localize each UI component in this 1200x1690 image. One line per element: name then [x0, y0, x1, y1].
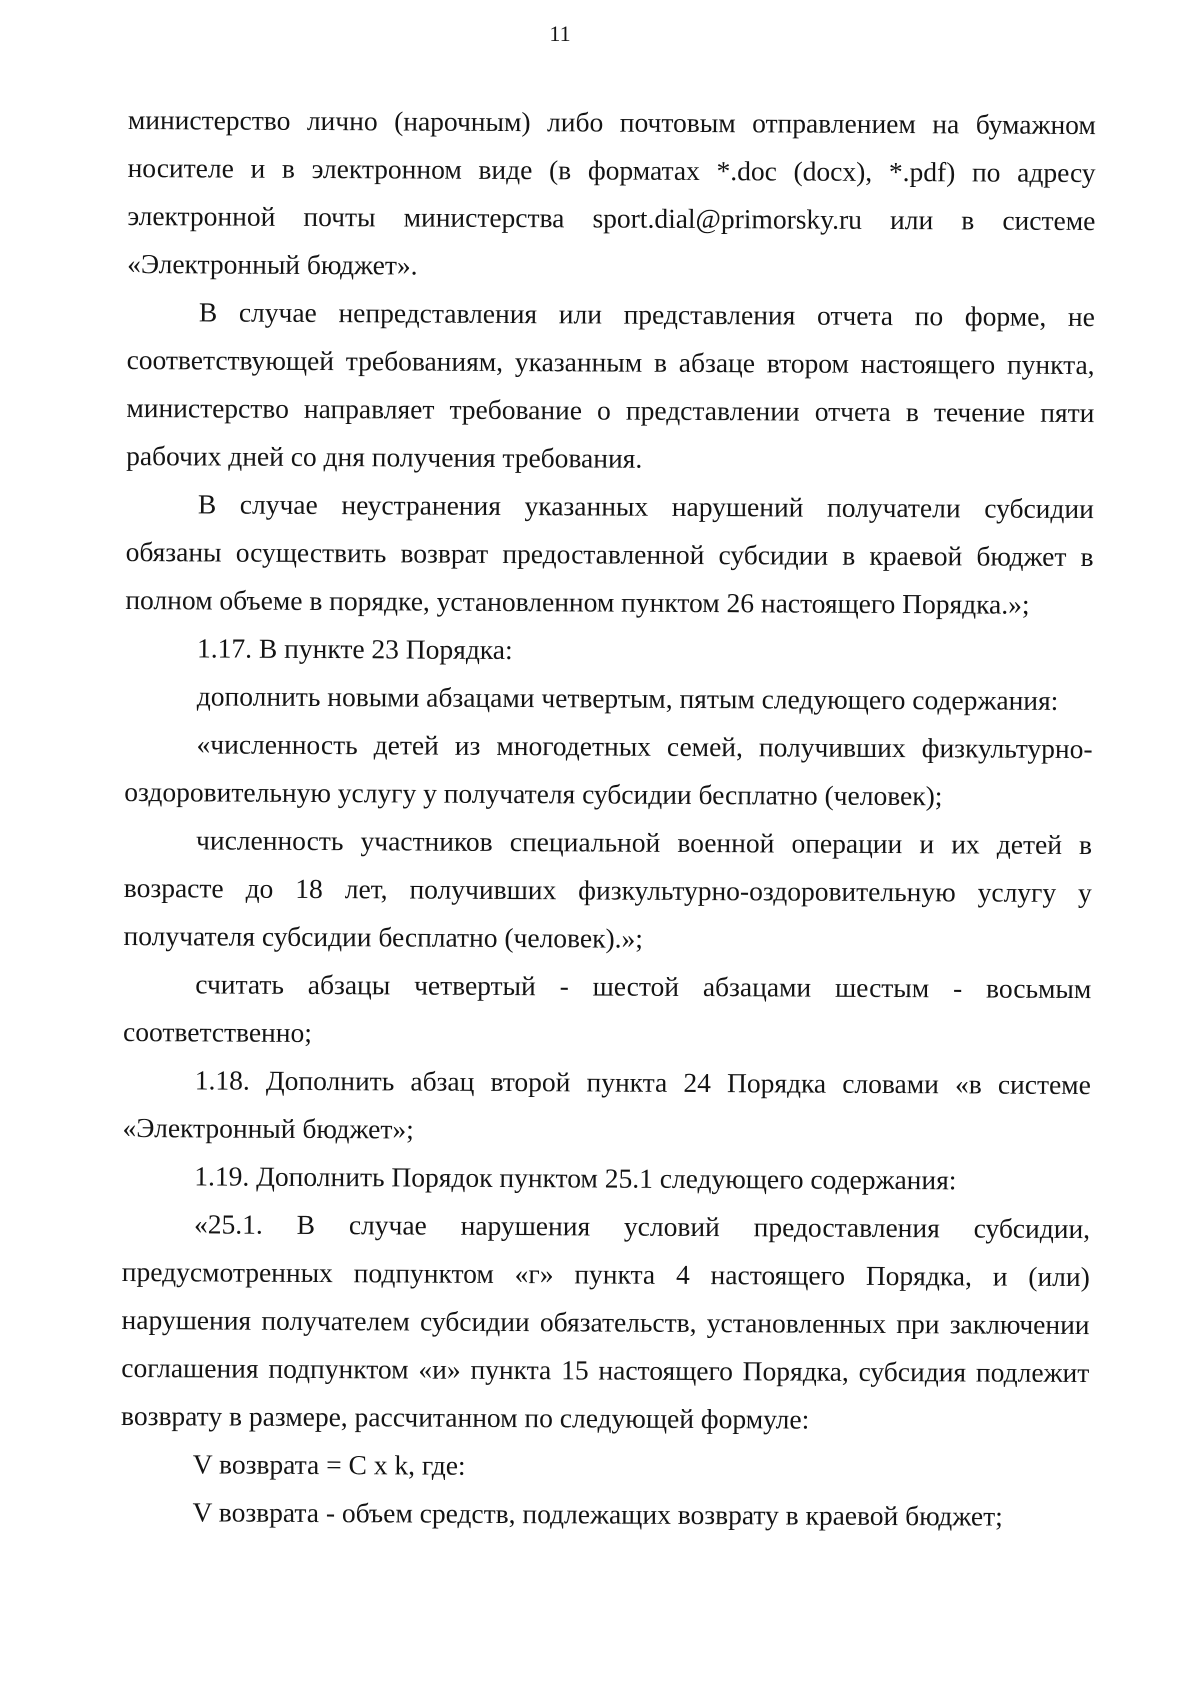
paragraph-item-25-1: «25.1. В случае нарушения условий предоставления субсидии, предусмотренных подпунктом «г» пункта 4 настоящего Порядка, и (или) нарушения получателем субсидии обязательств, установленных при заключении соглашения подпунктом «и» пункта 15 настоящего Порядка, субсидия подлежит возврату в размере, рассчитанном по следующей формуле: [121, 1208, 1091, 1435]
paragraph-renumbering: считать абзацы четвертый - шестой абзацами шестым - восьмым соответственно; [123, 968, 1092, 1048]
page-number: 11 [549, 21, 571, 46]
paragraph-submission-method: министерство лично (нарочным) либо почтовым отправлением на бумажном носителе и в электронном виде (в форматах *.doc (docx), *.pdf) по адресу электронной почты министерства sport.dial@primorsky.ru или в системе «Электронный бюджет». [127, 103, 1096, 281]
paragraph-item-1-19: 1.19. Дополнить Порядок пунктом 25.1 следующего содержания: [194, 1160, 957, 1196]
formula-definition: V возврата - объем средств, подлежащих возврату в краевой бюджет; [192, 1496, 1003, 1532]
paragraph-large-families: «численность детей из многодетных семей, получивших физкультурно-оздоровительную услугу у получателя субсидии бесплатно (человек); [124, 728, 1093, 812]
document-body [120, 96, 1096, 1541]
paragraph-report-requirement: В случае непредставления или представления отчета по форме, не соответствующей требованиям, указанным в абзаце втором настоящего пункта, министерство направляет требование о представлении отчета в течение пяти рабочих дней со дня получения требования. [126, 296, 1095, 474]
paragraph-add-new-paragraphs: дополнить новыми абзацами четвертым, пятым следующего содержания: [196, 680, 1059, 716]
formula: V возврата = C x k, где: [192, 1448, 466, 1481]
paragraph-subsidy-return: В случае неустранения указанных нарушений получатели субсидии обязаны осуществить возврат предоставленной субсидии в краевой бюджет в полном объеме в порядке, установленном пунктом 26 настоящего Порядка.»; [125, 488, 1094, 620]
paragraph-item-1-17: 1.17. В пункте 23 Порядка: [197, 632, 513, 666]
paragraph-item-1-18: 1.18. Дополнить абзац второй пункта 24 Порядка словами «в системе «Электронный бюджет»; [122, 1064, 1091, 1145]
paragraph-special-operation: численность участников специальной военной операции и их детей в возрасте до 18 лет, получивших физкультурно-оздоровительную услугу у получателя субсидии бесплатно (человек).»; [123, 824, 1093, 954]
